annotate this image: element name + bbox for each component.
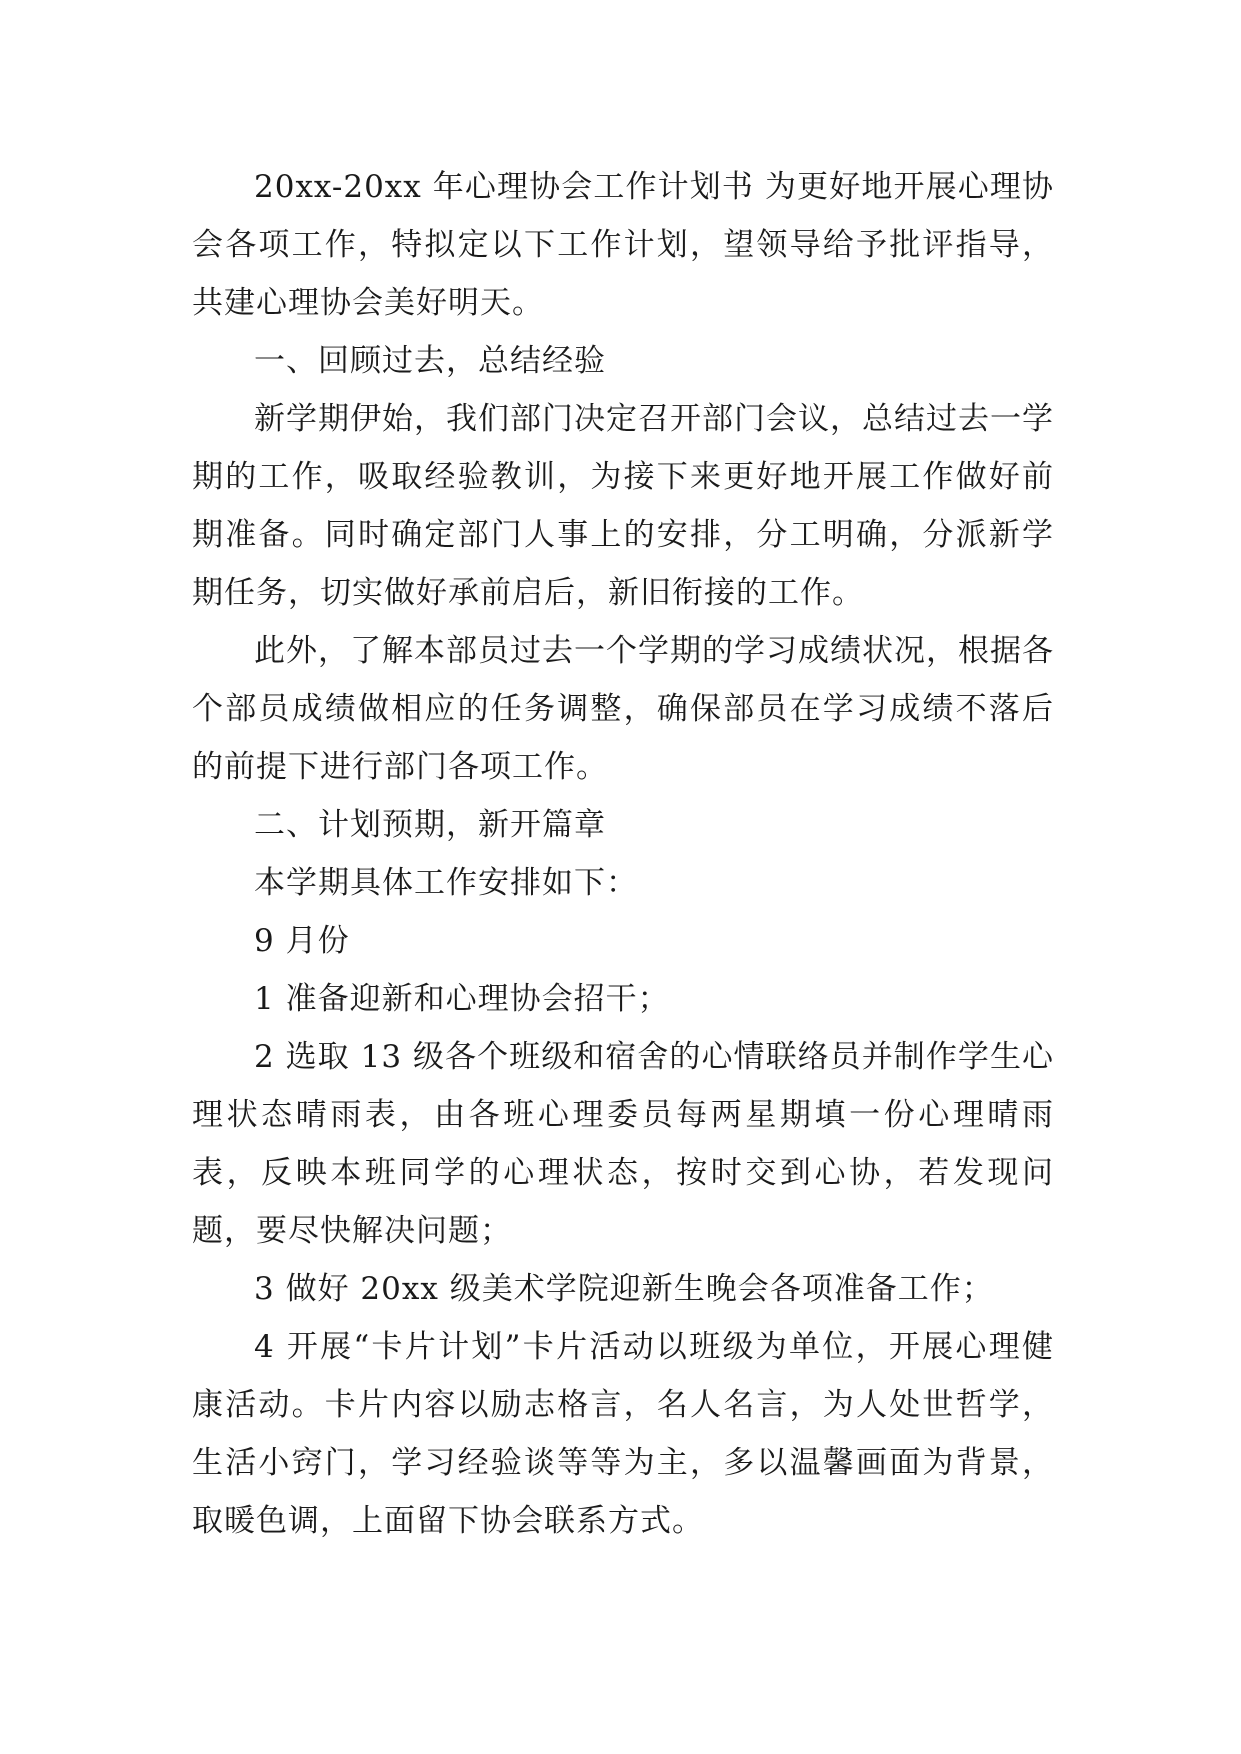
paragraph-new-semester: 新学期伊始，我们部门决定召开部门会议，总结过去一学期的工作，吸取经验教训，为接下来更好地开展工作做好前期准备。同时确定部门人事上的安排，分工明确，分派新学期任务，切实做好承前启后，新旧衔接的工作。 <box>192 401 1054 611</box>
intro-paragraph: 20xx-20xx 年心理协会工作计划书 为更好地开展心理协会各项工作，特拟定以下工作计划，望领导给予批评指导，共建心理协会美好明天。 <box>192 169 1054 321</box>
list-item-3: 3 做好 20xx 级美术学院迎新生晚会各项准备工作； <box>254 1271 994 1307</box>
paragraph-schedule-intro: 本学期具体工作安排如下： <box>254 865 638 901</box>
paragraph-grades: 此外，了解本部员过去一个学期的学习成绩状况，根据各个部员成绩做相应的任务调整，确保部员在学习成绩不落后的前提下进行部门各项工作。 <box>192 633 1054 785</box>
section-heading-review: 一、回顾过去，总结经验 <box>254 343 606 379</box>
list-item-2: 2 选取 13 级各个班级和宿舍的心情联络员并制作学生心理状态晴雨表，由各班心理委员每两星期填一份心理晴雨表，反映本班同学的心理状态，按时交到心协，若发现问题，要尽快解决问题； <box>192 1039 1054 1249</box>
section-heading-plan: 二、计划预期，新开篇章 <box>254 807 606 843</box>
document-body <box>192 158 1054 1550</box>
month-heading-september: 9 月份 <box>254 923 350 959</box>
list-item-1: 1 准备迎新和心理协会招干； <box>254 981 670 1017</box>
list-item-4: 4 开展“卡片计划”卡片活动以班级为单位，开展心理健康活动。卡片内容以励志格言，名人名言，为人处世哲学，生活小窍门，学习经验谈等等为主，多以温馨画面为背景，取暖色调，上面留下协会联系方式。 <box>192 1329 1054 1539</box>
